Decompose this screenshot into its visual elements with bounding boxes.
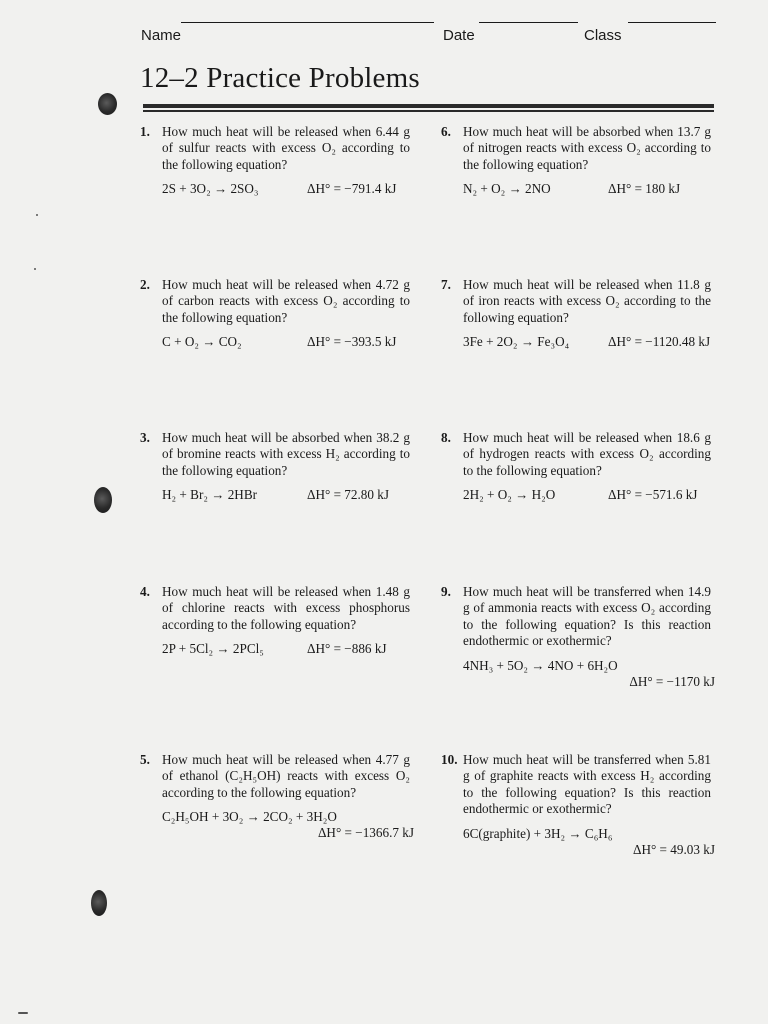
enthalpy-value: ΔH° = 180 kJ [608,181,681,197]
enthalpy-value: ΔH° = −791.4 kJ [307,181,397,197]
problem-number: 5. [140,752,150,767]
problem-question: How much heat will be released when 18.6 g of hydrogen reacts with excess O₂ according to the following equation? [463,430,711,478]
enthalpy-value: ΔH° = −1170 kJ [629,673,715,689]
problem-3 [140,430,410,504]
equation-row [162,334,410,351]
chemical-equation: C₂H₅OH + 3O₂ → 2CO₂ + 3H₂O [162,809,337,825]
chemical-equation: 2S + 3O₂ → 2SO₃ [162,181,259,197]
chemical-equation: C + O₂ → CO₂ [162,334,242,350]
problem-question: How much heat will be released when 11.8 g of iron reacts with excess O₂ according to the following equation? [463,277,711,325]
equation-row [162,641,410,658]
chemical-equation: 2H₂ + O₂ → H₂O [463,487,556,503]
equation-row [463,487,711,504]
problem-6 [441,124,711,198]
problem-number: 3. [140,430,150,445]
problem-question: How much heat will be absorbed when 38.2 g of bromine reacts with excess H₂ according to the following equation? [162,430,410,478]
problem-question: How much heat will be absorbed when 13.7 g of nitrogen reacts with excess O₂ according to the following equation? [463,124,711,172]
chemical-equation: H₂ + Br₂ → 2HBr [162,487,258,503]
name-blank [181,22,434,23]
enthalpy-value: ΔH° = 49.03 kJ [632,841,715,857]
class-blank [628,22,716,23]
problem-number: 1. [140,124,150,139]
problem-number: 10. [441,752,458,767]
enthalpy-value: ΔH° = −571.6 kJ [608,487,698,503]
date-label: Date [443,27,475,44]
problem-8 [441,430,711,504]
chemical-equation: 3Fe + 2O₂ → Fe₃O₄ [463,334,570,350]
chemical-equation: N₂ + O₂ → 2NO [463,181,551,197]
problem-number: 4. [140,584,150,599]
problem-question: How much heat will be released when 4.72 g of carbon reacts with excess O₂ according to the following equation? [162,277,410,325]
chemical-equation: 6C(graphite) + 3H₂ → C₆H₆ [463,825,613,841]
scan-speck [36,214,38,216]
equation-row [162,487,410,504]
problem-5 [140,752,414,841]
problem-4 [140,584,410,658]
problem-7 [441,277,711,351]
enthalpy-value: ΔH° = −1120.48 kJ [608,334,711,350]
problem-question: How much heat will be released when 1.48 g of chlorine reacts with excess phosphorus according to the following equation? [162,584,410,632]
problem-number: 7. [441,277,451,292]
problem-number: 2. [140,277,150,292]
chemical-equation: 2P + 5Cl₂ → 2PCl₅ [162,641,264,657]
enthalpy-value: ΔH° = −393.5 kJ [307,334,397,350]
hole-punch-top [98,93,117,115]
problem-2 [140,277,410,351]
title-rule-thin [143,110,714,112]
problem-question: How much heat will be transferred when 5.81 g of graphite reacts with excess H₂ according to the following equation? Is this reaction endothermic or exothermic? [463,752,711,817]
equation-row [162,809,414,841]
problem-1 [140,124,410,198]
enthalpy-value: ΔH° = −886 kJ [307,641,387,657]
problem-10 [441,752,715,858]
class-label: Class [584,27,622,44]
problem-question: How much heat will be released when 4.77 g of ethanol (C₂H₅OH) reacts with excess O₂ according to the following equation? [162,752,410,800]
chemical-equation: 4NH₃ + 5O₂ → 4NO + 6H₂O [463,657,618,673]
scan-speck [18,1012,28,1014]
problem-9 [441,584,715,690]
equation-row [463,181,711,198]
title-rule-thick [143,104,714,108]
problem-question: How much heat will be released when 6.44 g of sulfur reacts with excess O₂ according to the following equation? [162,124,410,172]
worksheet-header [141,27,716,49]
equation-row [463,334,711,351]
hole-punch-middle [94,487,112,513]
page-title: 12–2 Practice Problems [140,62,420,94]
equation-row [463,825,715,858]
problem-number: 9. [441,584,451,599]
equation-row [162,181,410,198]
enthalpy-value: ΔH° = −1366.7 kJ [317,825,414,841]
equation-row [463,657,715,690]
problem-number: 8. [441,430,451,445]
hole-punch-bottom [91,890,107,916]
enthalpy-value: ΔH° = 72.80 kJ [307,487,390,503]
problem-number: 6. [441,124,451,139]
problem-question: How much heat will be transferred when 14.9 g of ammonia reacts with excess O₂ according to the following equation? Is this reaction endothermic or exothermic? [463,584,711,649]
date-blank [479,22,578,23]
scan-speck [34,268,36,270]
name-label: Name [141,27,182,44]
